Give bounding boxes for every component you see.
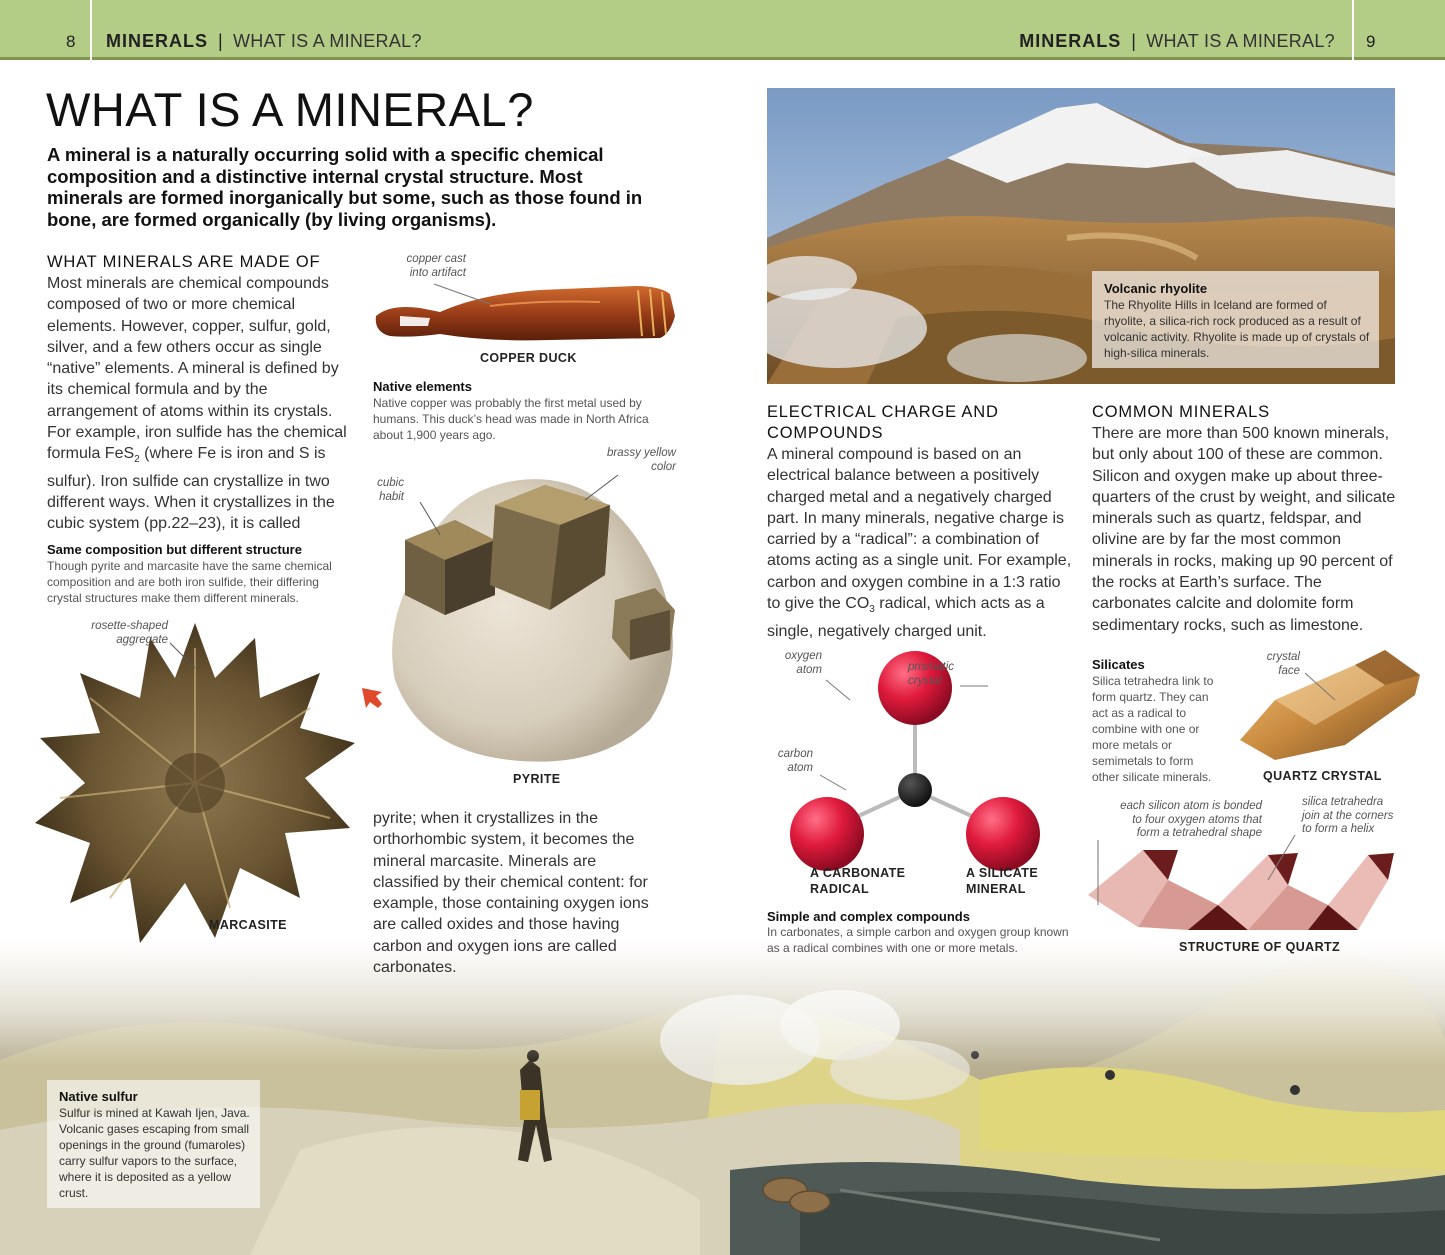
left-topic: WHAT IS A MINERAL? bbox=[232, 31, 422, 51]
common-minerals-body: There are more than 500 known minerals, but only about 100 of these are common. Silicon and oxygen make up about three-quarters of the crust by weight, and silicate minerals such as quartz, feldspar, and olivine are by far the most common minerals in rocks, making up 90 percent of the rocks at Earth’s surface. The carbonates calcite and dolomite form sedimentary rocks, such as limestone. bbox=[1092, 425, 1396, 634]
marcasite-annotation: rosette-shaped aggregate bbox=[91, 620, 168, 646]
header-divider-right bbox=[1352, 0, 1354, 60]
copper-duck-label: COPPER DUCK bbox=[480, 351, 577, 365]
native-elements-heading: Native elements bbox=[373, 379, 472, 394]
native-elements-text: Native copper was probably the first metal used by humans. This duck’s head was made in North Africa about 1,900 years ago. bbox=[373, 396, 649, 442]
rhyolite-caption-box bbox=[1092, 271, 1379, 368]
same-composition-heading: Same composition but different structure bbox=[47, 542, 302, 557]
common-minerals-heading: COMMON MINERALS bbox=[1092, 403, 1270, 421]
left-page-number: 8 bbox=[66, 32, 76, 51]
sulfur-caption-box bbox=[47, 1080, 260, 1208]
oxygen-annotation: oxygen atom bbox=[784, 650, 822, 676]
rhyolite-caption-heading: Volcanic rhyolite bbox=[1104, 281, 1208, 296]
rhyolite-caption-text: The Rhyolite Hills in Iceland are formed of rhyolite, a silica-rich rock produced as a result of volcanic activity. Rhyolite is made up of crystals of high-silica minerals. bbox=[1104, 298, 1370, 360]
silicates-caption-heading: Silicates bbox=[1092, 657, 1145, 672]
pyrite-label: PYRITE bbox=[513, 772, 561, 786]
electrical-body: A mineral compound is based on an electrical balance between a positively charged metal and a negatively charged part. In many minerals, negative charge is carried by a “radical”: a combination of atoms acting as a single unit. For example, carbon and oxygen combine in a 1:3 ratio to give the $CO_3$ radical, which acts as a single, negatively charged unit. bbox=[767, 446, 1072, 640]
page-header bbox=[0, 0, 1445, 60]
copper-annotation: copper cast into artifact bbox=[406, 253, 466, 279]
quartz-structure-label: STRUCTURE OF QUARTZ bbox=[1179, 940, 1341, 954]
intro-paragraph: A mineral is a naturally occurring solid with a specific chemical composition and a distinctive internal crystal structure. Most minerals are formed inorganically but some, such as those found in bone, are formed organically (by living organisms). bbox=[47, 144, 643, 230]
sulfur-caption-text: Sulfur is mined at Kawah Ijen, Java. Volcanic gases escaping from small openings in the ground (fumaroles) carry sulfur vapors to the surface, where it is deposited as a yellow crust. bbox=[59, 1106, 250, 1200]
header-divider-left bbox=[90, 0, 92, 60]
right-page-number: 9 bbox=[1366, 32, 1376, 51]
silicate-mineral-label: A SILICATE MINERAL bbox=[966, 866, 1039, 896]
carbon-atom bbox=[898, 773, 932, 807]
electrical-heading: ELECTRICAL CHARGE AND COMPOUNDS bbox=[767, 403, 999, 442]
compounds-caption-text: In carbonates, a simple carbon and oxygen group known as a radical combines with one or more metals. bbox=[767, 925, 1069, 955]
right-topic: WHAT IS A MINERAL? bbox=[1146, 31, 1335, 51]
carbon-annotation: carbon atom bbox=[777, 748, 813, 774]
made-of-heading: WHAT MINERALS ARE MADE OF bbox=[47, 253, 321, 271]
made-of-body: Most minerals are chemical compounds composed of two or more chemical elements. However, copper, sulfur, gold, silver, and a few others occur as single “native” elements. A mineral is defined by its chemical formula and by the arrangement of atoms within its crystals. For example, iron sulfide has the chemical formula FeS$_2$ (where Fe is iron and S is sulfur). Iron sulfide can crystallize in two different ways. When it crystallizes in the cubic system (pp.22–23), it is called bbox=[47, 275, 347, 533]
silicon-bond-annotation: each silicon atom is bonded to four oxygen atoms that form a tetrahedral shape bbox=[1120, 800, 1262, 839]
same-composition-text: Though pyrite and marcasite have the same chemical composition and are both iron sulfide, their differing crystal structures make them different minerals. bbox=[47, 559, 332, 605]
oxygen-atom-right bbox=[966, 797, 1040, 871]
prismatic-annotation: prismatic crystal bbox=[908, 661, 955, 687]
quartz-structure-diagram bbox=[1088, 835, 1398, 935]
quartz-crystal-image bbox=[1235, 645, 1430, 765]
pyrite-habit-annotation: cubic habit bbox=[377, 477, 404, 503]
marcasite-image bbox=[30, 618, 360, 948]
oxygen-atom-left bbox=[790, 797, 864, 871]
compounds-caption-heading: Simple and complex compounds bbox=[767, 909, 970, 924]
copper-duck-image bbox=[370, 276, 680, 356]
pyrite-image bbox=[380, 460, 690, 770]
made-of-continued: pyrite; when it crystallizes in the orthorhombic system, it becomes the mineral marcasite. Minerals are classified by their chemical content: for example, those containing oxygen ions are called oxides and those having carbon and oxygen ions are called carbonates. bbox=[373, 810, 649, 977]
page-title: WHAT IS A MINERAL? bbox=[46, 83, 534, 136]
right-running-head: MINERALS | WHAT IS A MINERAL? bbox=[1019, 31, 1335, 51]
carbonate-radical-label: A CARBONATE RADICAL bbox=[810, 866, 906, 896]
left-running-head: MINERALS | WHAT IS A MINERAL? bbox=[106, 31, 422, 51]
sulfur-caption-heading: Native sulfur bbox=[59, 1089, 138, 1104]
quartz-crystal-label: QUARTZ CRYSTAL bbox=[1263, 769, 1382, 783]
crystal-face-annotation: crystal face bbox=[1266, 651, 1300, 677]
helix-annotation: silica tetrahedra join at the corners to form a helix bbox=[1302, 796, 1394, 835]
right-section: MINERALS bbox=[1019, 31, 1122, 51]
left-section: MINERALS bbox=[106, 31, 208, 51]
marcasite-label: MARCASITE bbox=[209, 918, 287, 932]
silicates-caption-text: Silica tetrahedra link to form quartz. They can act as a radical to combine with one or more metals or semimetals to form other silicate minerals. bbox=[1092, 674, 1214, 784]
pyrite-color-annotation: brassy yellow color bbox=[606, 447, 676, 473]
red-arrow-icon bbox=[358, 684, 386, 712]
